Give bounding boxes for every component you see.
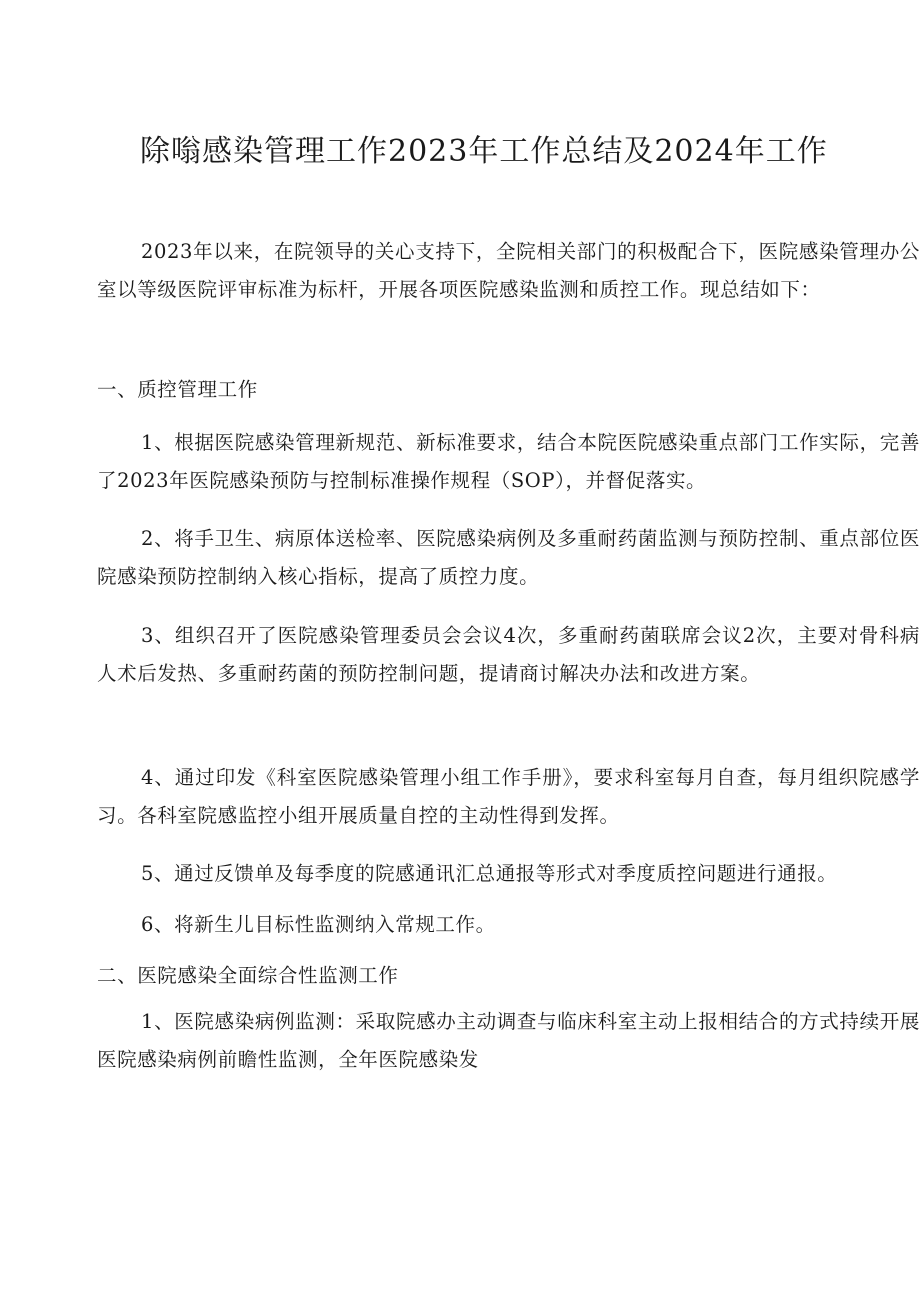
intro-paragraph: 2023年以来，在院领导的关心支持下，全院相关部门的积极配合下，医院感染管理办公室以等级医院评审标准为标杆，开展各项医院感染监测和质控工作。现总结如下： <box>97 240 920 301</box>
section1-item-6: 6、将新生儿目标性监测纳入常规工作。 <box>141 913 496 936</box>
section-heading-quality-control: 一、质控管理工作 <box>97 378 258 401</box>
section1-item-4: 4、通过印发《科室医院感染管理小组工作手册》，要求科室每月自查，每月组织院感学习。各科室院感监控小组开展质量自控的主动性得到发挥。 <box>97 766 920 827</box>
document-title: 除嗡感染管理工作2023年工作总结及2024年工作 <box>140 134 828 169</box>
section1-item-1: 1、根据医院感染管理新规范、新标准要求，结合本院医院感染重点部门工作实际，完善了2023年医院感染预防与控制标准操作规程（SOP），并督促落实。 <box>97 431 920 492</box>
section2-item-1: 1、医院感染病例监测：采取院感办主动调查与临床科室主动上报相结合的方式持续开展医院感染病例前瞻性监测，全年医院感染发 <box>97 1010 920 1071</box>
section-heading-comprehensive-monitoring: 二、医院感染全面综合性监测工作 <box>97 964 399 987</box>
section1-item-2: 2、将手卫生、病原体送检率、医院感染病例及多重耐药菌监测与预防控制、重点部位医院感染预防控制纳入核心指标，提高了质控力度。 <box>97 527 920 588</box>
section1-item-3: 3、组织召开了医院感染管理委员会会议4次，多重耐药菌联席会议2次，主要对骨科病人术后发热、多重耐药菌的预防控制问题，提请商讨解决办法和改进方案。 <box>97 624 920 685</box>
section1-item-5: 5、通过反馈单及每季度的院感通讯汇总通报等形式对季度质控问题进行通报。 <box>141 862 838 885</box>
